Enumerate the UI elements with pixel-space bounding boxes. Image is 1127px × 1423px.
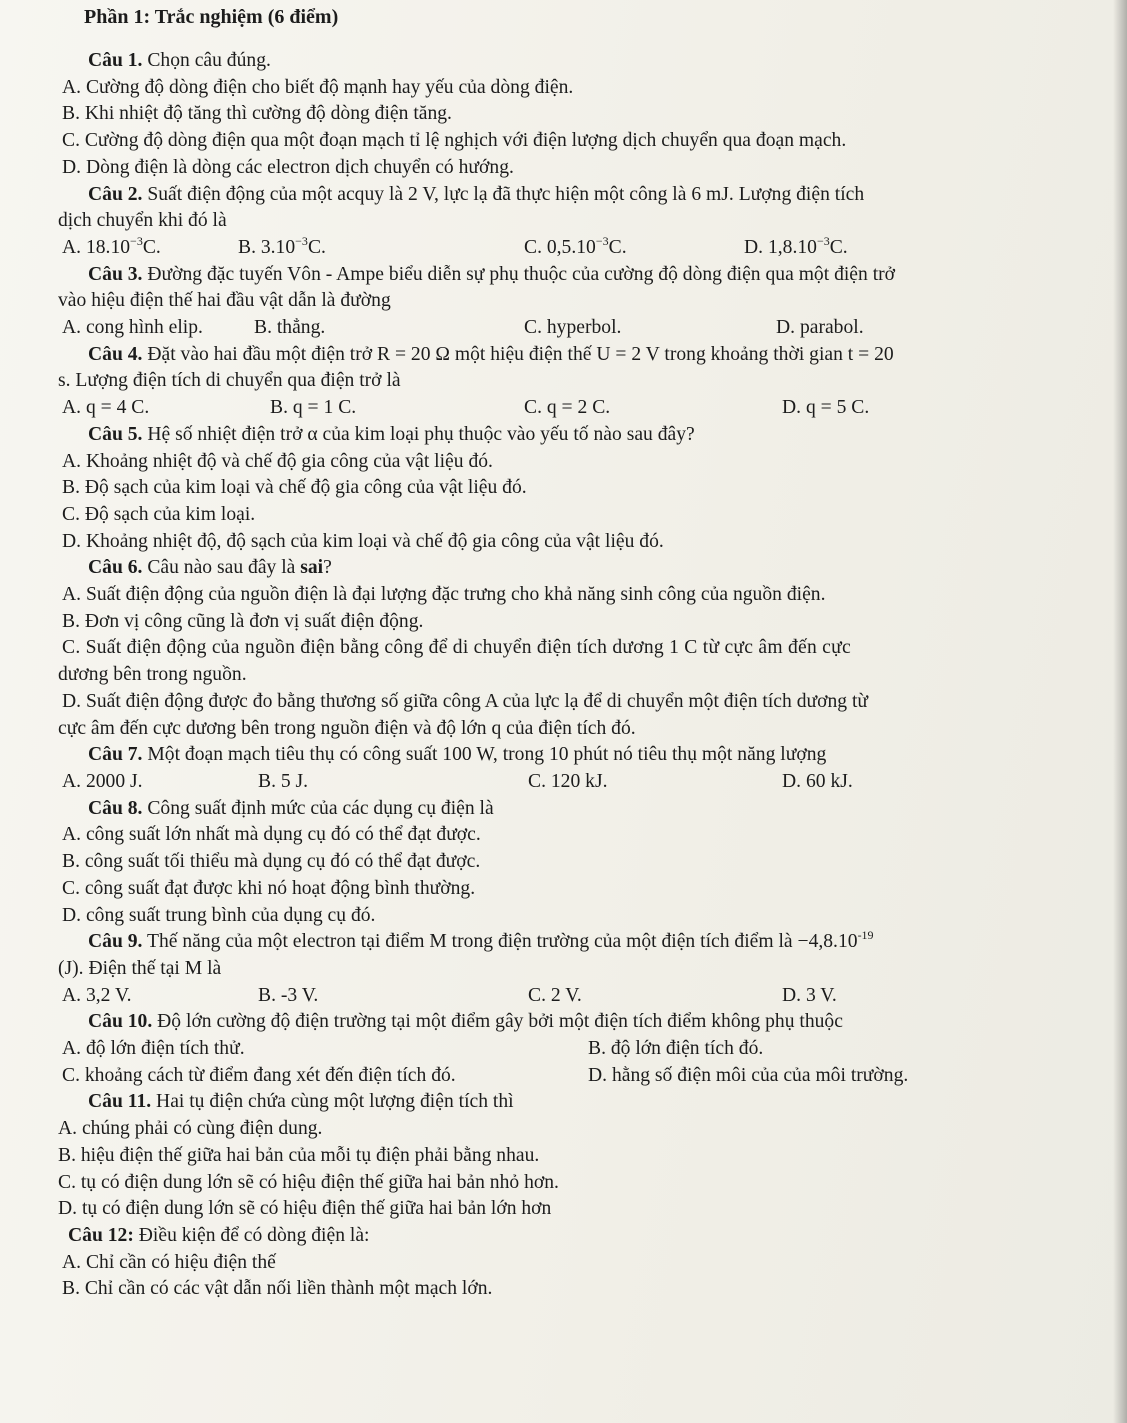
question-7-option-d: D. 60 kJ. (782, 770, 853, 792)
question-3-stem: Câu 3. Đường đặc tuyến Vôn - Ampe biểu diễn sự phụ thuộc của cường độ dòng điện qua một điện trở (88, 263, 896, 285)
question-3-option-b: B. thẳng. (254, 317, 326, 339)
question-3-option-d: D. parabol. (776, 317, 864, 339)
question-1-option-b: B. Khi nhiệt độ tăng thì cường độ dòng điện tăng. (62, 103, 452, 125)
question-4-option-d: D. q = 5 C. (782, 397, 870, 419)
question-10-option-b: B. độ lớn điện tích đó. (588, 1038, 764, 1060)
question-7-option-c: C. 120 kJ. (528, 770, 608, 792)
question-6-label: Câu 6. (88, 557, 143, 579)
question-6-option-c-cont: dương bên trong nguồn. (58, 664, 247, 686)
question-5-option-b: B. Độ sạch của kim loại và chế độ gia công của vật liệu đó. (62, 477, 527, 499)
question-1-option-d: D. Dòng điện là dòng các electron dịch chuyển có hướng. (62, 156, 514, 178)
question-6-option-b: B. Đơn vị công cũng là đơn vị suất điện động. (62, 610, 424, 632)
question-1-stem: Câu 1. Chọn câu đúng. (88, 50, 271, 71)
question-9-label: Câu 9. (88, 931, 143, 953)
question-7-option-a: A. 2000 J. (62, 770, 143, 792)
question-10-options-cd (58, 1063, 1097, 1090)
question-1-label: Câu 1. (88, 50, 143, 71)
question-10-option-d: D. hằng số điện môi của của môi trường. (588, 1064, 909, 1086)
question-3-stem-cont: vào hiệu điện thế hai đầu vật dẫn là đường (58, 290, 391, 312)
question-10-option-c: C. khoảng cách từ điểm đang xét đến điện tích đó. (62, 1064, 456, 1086)
question-11-label: Câu 11. (88, 1091, 152, 1113)
question-4-option-b: B. q = 1 C. (270, 397, 357, 419)
question-6-option-d-cont: cực âm đến cực dương bên trong nguồn điện và độ lớn q của điện tích đó. (58, 717, 636, 739)
question-5-option-c: C. Độ sạch của kim loại. (62, 503, 256, 525)
question-8-option-c: C. công suất đạt được khi nó hoạt động bình thường. (62, 877, 476, 899)
question-5-option-d: D. Khoảng nhiệt độ, độ sạch của kim loại và chế độ gia công của vật liệu đó. (62, 530, 664, 552)
page-edge-shadow (1113, 0, 1127, 1423)
question-10-option-a: A. độ lớn điện tích thử. (62, 1038, 245, 1060)
question-8-option-a: A. công suất lớn nhất mà dụng cụ đó có thể đạt được. (62, 824, 481, 846)
question-11-option-d: D. tụ có điện dung lớn sẽ có hiệu điện thế giữa hai bản lớn hơn (58, 1198, 552, 1220)
question-8-option-b: B. công suất tối thiểu mà dụng cụ đó có thể đạt được. (62, 851, 481, 873)
question-2-stem-cont: dịch chuyển khi đó là (58, 210, 227, 232)
question-5-stem: Câu 5. Hệ số nhiệt điện trở α của kim loại phụ thuộc vào yếu tố nào sau đây? (88, 423, 695, 445)
section-title: Phần 1: Trắc nghiệm (6 điểm) (84, 6, 339, 28)
question-10-options-ab (58, 1036, 1097, 1063)
question-1-option-a: A. Cường độ dòng điện cho biết độ mạnh hay yếu của dòng điện. (62, 76, 574, 98)
question-6-emphasis: sai (300, 557, 324, 579)
question-11-stem: Câu 11. Hai tụ điện chứa cùng một lượng điện tích thì (88, 1091, 514, 1113)
question-12-option-a: A. Chỉ cần có hiệu điện thế (62, 1251, 276, 1273)
question-11-option-a: A. chúng phải có cùng điện dung. (58, 1118, 323, 1140)
question-5-option-a: A. Khoảng nhiệt độ và chế độ gia công của vật liệu đó. (62, 450, 493, 472)
question-4-stem: Câu 4. Đặt vào hai đầu một điện trở R = 20 Ω một hiệu điện thế U = 2 V trong khoảng thời gian t = 20 (88, 343, 894, 365)
question-2-options (58, 235, 1097, 262)
question-9-stem-cont: (J). Điện thế tại M là (58, 957, 222, 979)
question-7-options (58, 769, 1097, 796)
question-8-label: Câu 8. (88, 797, 143, 819)
question-11-option-c: C. tụ có điện dung lớn sẽ có hiệu điện thế giữa hai bản nhỏ hơn. (58, 1171, 559, 1193)
question-3-label: Câu 3. (88, 263, 143, 285)
question-11-option-b: B. hiệu điện thế giữa hai bản của mỗi tụ điện phải bằng nhau. (58, 1144, 540, 1166)
question-10-stem: Câu 10. Độ lớn cường độ điện trường tại một điểm gây bởi một điện tích điểm không phụ thuộc (88, 1011, 843, 1033)
question-6-option-a: A. Suất điện động của nguồn điện là đại lượng đặc trưng cho khả năng sinh công của nguồn điện. (62, 584, 826, 606)
question-2-option-c: C. $0,5.10^{-3}C$. (524, 233, 627, 258)
question-1-option-c: C. Cường độ dòng điện qua một đoạn mạch tỉ lệ nghịch với điện lượng dịch chuyển qua đoạn mạch. (62, 130, 847, 152)
question-9-option-a: A. 3,2 V. (62, 984, 132, 1006)
question-9-option-d: D. 3 V. (782, 984, 837, 1006)
question-2-stem: Câu 2. Suất điện động của một acquy là 2 V, lực lạ đã thực hiện một công là 6 mJ. Lượng điện tích (88, 183, 865, 205)
question-4-label: Câu 4. (88, 343, 143, 365)
question-5-label: Câu 5. (88, 423, 143, 445)
question-4-option-a: A. q = 4 C. (62, 397, 150, 419)
question-4-option-c: C. q = 2 C. (524, 397, 611, 419)
question-2-label: Câu 2. (88, 183, 143, 205)
question-8-option-d: D. công suất trung bình của dụng cụ đó. (62, 904, 376, 926)
question-6-option-c: C. Suất điện động của nguồn điện bằng công để di chuyển điện tích dương 1 C từ cực âm đến cực (62, 637, 851, 659)
question-9-exponent: -19 (857, 928, 874, 943)
question-12-option-b: B. Chỉ cần có các vật dẫn nối liền thành một mạch lớn. (62, 1278, 493, 1300)
question-3-option-a: A. cong hình elip. (62, 317, 203, 339)
question-3-option-c: C. hyperbol. (524, 317, 622, 339)
question-9-options (58, 983, 1097, 1010)
question-6-option-d: D. Suất điện động được đo bằng thương số giữa công A của lực lạ để di chuyển một điện tích dương từ (62, 690, 869, 712)
question-7-stem: Câu 7. Một đoạn mạch tiêu thụ có công suất 100 W, trong 10 phút nó tiêu thụ một năng lượng (88, 744, 827, 766)
question-9-option-c: C. 2 V. (528, 984, 582, 1006)
question-4-options (58, 395, 1097, 422)
question-3-options (58, 315, 1097, 342)
question-7-option-b: B. 5 J. (258, 770, 309, 792)
question-6-stem: Câu 6. Câu nào sau đây là sai? (88, 557, 332, 579)
question-9-option-b: B. -3 V. (258, 984, 319, 1006)
question-8-stem: Câu 8. Công suất định mức của các dụng cụ điện là (88, 797, 494, 819)
question-2-option-d: D. $1,8.10^{-3}C$. (744, 233, 848, 258)
question-2-option-b: B. $3.10^{-3}C$. (238, 233, 326, 258)
question-2-option-a: A. $18.10^{-3}C$. (62, 233, 161, 258)
question-7-label: Câu 7. (88, 744, 143, 766)
question-10-label: Câu 10. (88, 1011, 153, 1033)
question-9-stem: Câu 9. Thế năng của một electron tại điểm M trong điện trường của một điện tích điểm là $-4,8.10^{-19}$ (88, 928, 874, 953)
question-4-stem-cont: s. Lượng điện tích di chuyển qua điện trở là (58, 370, 401, 392)
question-12-label: Câu 12: (68, 1224, 134, 1246)
question-12-stem: Câu 12: Điều kiện để có dòng điện là: (68, 1224, 370, 1246)
